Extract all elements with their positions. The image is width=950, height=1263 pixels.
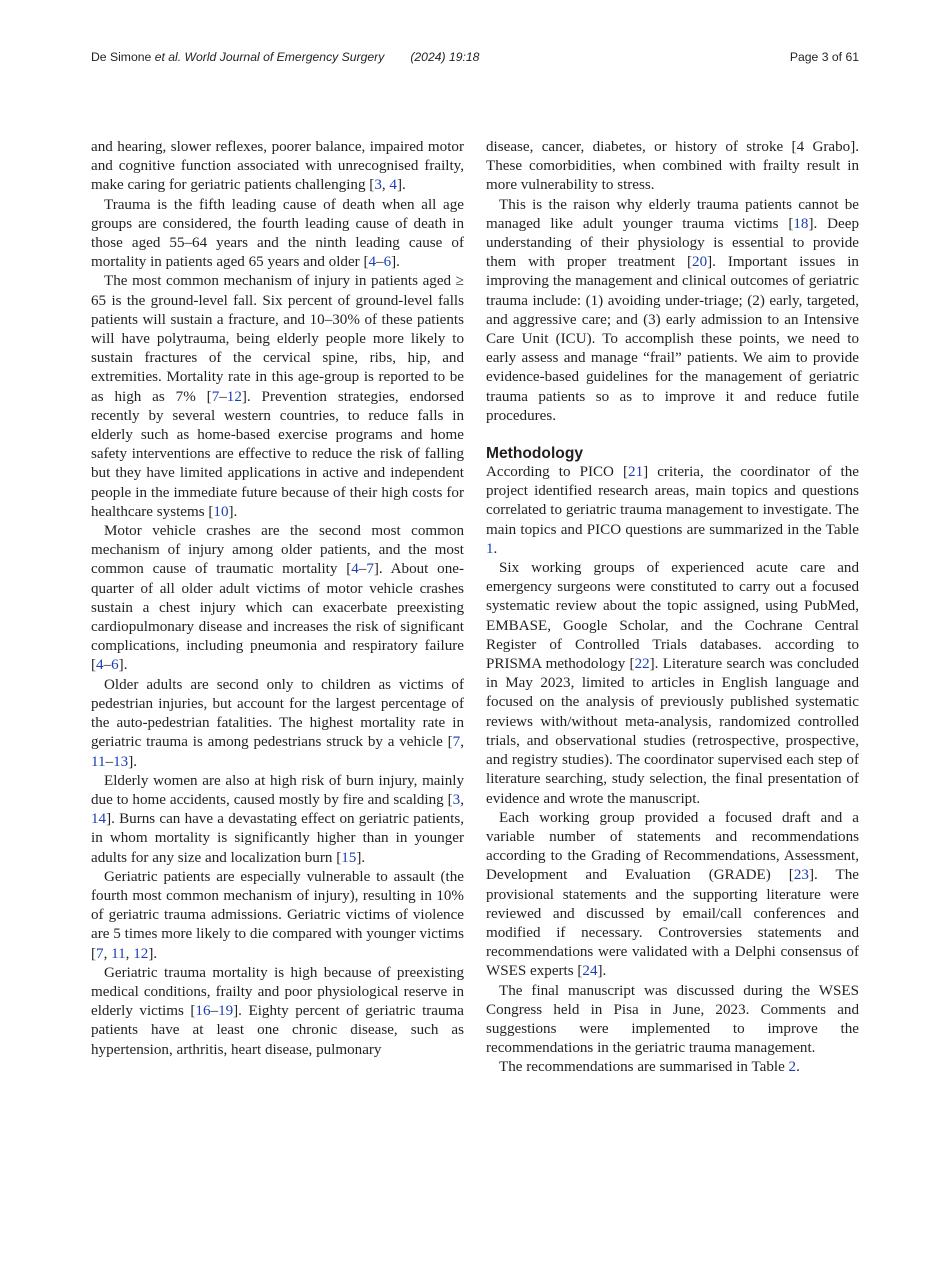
text: The final manuscript was discussed during the WSES Congress held in Pisa in June, 2023. Comments and suggestions were implemented to improve the recommendations in the geriatric trauma management. <box>486 982 859 1057</box>
text: ]. <box>228 503 238 520</box>
citation-link[interactable]: 12 <box>226 388 242 405</box>
header-journal: World Journal of Emergency Surgery <box>181 50 385 64</box>
text: ]. <box>118 657 128 674</box>
running-header <box>91 50 859 68</box>
citation-link[interactable]: 4 <box>351 561 359 578</box>
citation-link[interactable]: 11 <box>111 945 126 962</box>
paragraph <box>91 868 464 964</box>
citation-link[interactable]: 10 <box>213 503 229 520</box>
header-volume-issue: (2024) 19:18 <box>410 50 480 64</box>
text: Motor vehicle crashes are the second most common mechanism of injury among older patients, and the most common cause of traumatic mortality [ <box>91 523 464 578</box>
citation-link[interactable]: 19 <box>218 1003 234 1020</box>
citation-link[interactable]: 4 <box>389 177 397 194</box>
text: and hearing, slower reflexes, poorer balance, impaired motor and cognitive function associated with unrecognised frailty, make caring for geriatric patients challenging [ <box>91 139 464 194</box>
left-column <box>91 138 464 1060</box>
text: , <box>103 945 112 962</box>
text: ]. <box>597 963 607 980</box>
text: ]. <box>391 254 400 271</box>
paragraph <box>91 676 464 772</box>
text: According to PICO [ <box>486 464 629 481</box>
paragraph <box>91 138 464 196</box>
citation-link[interactable]: 3 <box>452 791 461 808</box>
paragraph <box>91 772 464 868</box>
text: – <box>219 388 227 405</box>
text: ]. <box>396 177 406 194</box>
text: ]. About one-quarter of all older adult victims of motor vehicle crashes sustain a chest injury which can exacerbate preexisting cardiopulmonary disease and increases the risk of significant complications, including pneumonia and respiratory failure [ <box>91 561 464 674</box>
paragraph <box>91 522 464 676</box>
table-link[interactable]: 1 <box>486 540 494 557</box>
citation-link[interactable]: 7 <box>452 734 461 751</box>
paragraph <box>91 196 464 273</box>
citation-link[interactable]: 23 <box>793 867 809 884</box>
text: Elderly women are also at high risk of burn injury, mainly due to home accidents, caused mostly by fire and scalding [ <box>91 772 464 808</box>
paragraph <box>486 463 859 559</box>
running-header-citation <box>91 50 479 64</box>
text: ] criteria, the coordinator of the project identified research areas, main topics and questions correlated to geriatric trauma management to investigate. The main topics and PICO questions are summarized in the Table <box>486 464 859 538</box>
text: ]. <box>128 753 137 770</box>
text: – <box>210 1003 219 1020</box>
text: – <box>103 657 112 674</box>
table-link[interactable]: 2 <box>788 1059 797 1076</box>
paragraph <box>486 982 859 1059</box>
citation-link[interactable]: 18 <box>793 215 809 232</box>
text: Trauma is the fifth leading cause of death when all age groups are considered, the fourth leading cause of death in those aged 55–64 years and the ninth leading cause of mortality in patients aged 65 years and older [ <box>91 196 464 271</box>
text: Geriatric trauma mortality is high because of preexisting medical conditions, frailty and poor physiological reserve in elderly victims [ <box>91 964 464 1020</box>
citation-link[interactable]: 24 <box>582 963 598 980</box>
citation-link[interactable]: 12 <box>133 945 149 962</box>
page-number: Page 3 of 61 <box>789 50 859 64</box>
text: disease, cancer, diabetes, or history of stroke [4 Grabo]. These comorbidities, when combined with frailty result in more vulnerability to stress. <box>486 139 859 194</box>
text: ]. Important issues in improving the management and clinical outcomes of geriatric trauma include: (1) avoiding under-triage; (2) early, targeted, and aggressive care; and (3) early admission to an Intensive Care Unit (ICU). To accomplish these points, we need to early assess and manage “frail” patients. We aim to provide evidence-based guidelines for the management of geriatric trauma patients so as to improve it and reduce futile procedures. <box>486 254 859 424</box>
text: ]. Burns can have a devastating effect on geriatric patients, in whom mortality is significantly higher than in younger adults for any size and localization burn [ <box>91 811 464 866</box>
text: Geriatric patients are especially vulnerable to assault (the fourth most common mechanism of injury), resulting in 10% of geriatric trauma admissions. Geriatric victims of violence are 5 times more likely to die compared with younger victims [ <box>91 868 464 962</box>
text: The recommendations are summarised in Table <box>499 1059 789 1076</box>
paragraph <box>486 809 859 982</box>
paragraph <box>91 272 464 522</box>
citation-link[interactable]: 7 <box>366 561 374 578</box>
text: ]. The provisional statements and the supporting literature were reviewed and discussed by email/call conferences and modified if necessary. Controversies statements and recommendations were validated with a Delphi consensus of WSES experts [ <box>486 867 859 980</box>
paragraph <box>486 196 859 426</box>
citation-link[interactable]: 14 <box>91 811 107 828</box>
header-et-al: et al. <box>154 50 182 64</box>
text: , <box>381 177 390 194</box>
text: ]. Prevention strategies, endorsed recently by several western countries, to reduce falls in elderly such as home-based exercise programs and home safety interventions are effective to reduce the risk of falling but they have limited applications in active and independent people in the immediate future because of their high costs for healthcare systems [ <box>91 388 464 520</box>
citation-link[interactable]: 3 <box>374 177 382 194</box>
text: ]. Literature search was concluded in May 2023, limited to articles in English language and focused on the analysis of previously published systematic reviews with/without meta-analysis, randomized controlled trials, and observational studies (retrospective, prospective, and registry studies). The coordinator supervised each step of literature searching, study selection, the final presentation of evidence and wrote the manuscript. <box>486 656 859 807</box>
text: . <box>493 540 498 557</box>
citation-link[interactable]: 4 <box>368 254 377 271</box>
header-authors: De Simone <box>91 50 155 64</box>
text: , <box>125 945 134 962</box>
text: . <box>796 1059 800 1076</box>
paragraph <box>486 559 859 809</box>
citation-link[interactable]: 13 <box>113 753 129 770</box>
text: – <box>358 561 367 578</box>
text: – <box>105 753 114 770</box>
citation-link[interactable]: 6 <box>383 254 392 271</box>
citation-link[interactable]: 21 <box>628 464 644 481</box>
citation-link[interactable]: 16 <box>195 1003 211 1020</box>
citation-link[interactable]: 4 <box>96 657 104 674</box>
text: Each working group provided a focused draft and a variable number of statements and recommendations according to the Grading of Recommendations, Assessment, Development and Evaluation (GRADE) [ <box>486 809 859 884</box>
text: , <box>460 791 464 808</box>
section-heading-methodology: Methodology <box>486 445 584 463</box>
text: ]. Eighty percent of geriatric trauma patients have at least one chronic disease, such as hypertension, arthritis, heart disease, pulmonary <box>91 1003 464 1058</box>
citation-link[interactable]: 20 <box>692 254 708 271</box>
text: , <box>460 734 464 751</box>
citation-link[interactable]: 22 <box>634 656 650 673</box>
text: ]. <box>148 945 158 962</box>
paragraph <box>91 964 464 1060</box>
text: Six working groups of experienced acute care and emergency surgeons were constituted to carry out a focused systematic review about the topic assigned, using PubMed, EMBASE, Google Scholar, and the Cochrane Central Register of Controlled Trials databases. according to PRISMA methodology [ <box>486 560 859 673</box>
citation-link[interactable]: 15 <box>341 849 357 866</box>
citation-link[interactable]: 7 <box>211 388 220 405</box>
text: This is the raison why elderly trauma patients cannot be managed like adult younger trauma victims [ <box>486 196 859 232</box>
citation-link[interactable]: 7 <box>96 945 104 962</box>
text: ]. <box>356 849 366 866</box>
text: – <box>376 254 384 271</box>
text: Older adults are second only to children as victims of pedestrian injuries, but account for the largest percentage of the auto-pedestrian fatalities. The highest mortality rate in geriatric trauma is among pedestrians struck by a vehicle [ <box>91 676 464 751</box>
text: The most common mechanism of injury in patients aged ≥ 65 is the ground-level fall. Six percent of ground-level falls patients will sustain a fracture, and 10–30% of these patients will have polytrauma, being elderly people more likely to sustain fractures of the cervical spine, ribs, hip, and extremities. Mortality rate in this age-group is reported to be as high as 7% [ <box>91 273 464 405</box>
paragraph <box>486 138 859 196</box>
right-column <box>486 138 859 1078</box>
paragraph <box>486 1058 859 1077</box>
text: ]. Deep understanding of their physiology is essential to provide them with proper treatment [ <box>486 215 859 271</box>
citation-link[interactable]: 11 <box>91 753 106 770</box>
citation-link[interactable]: 6 <box>111 657 119 674</box>
